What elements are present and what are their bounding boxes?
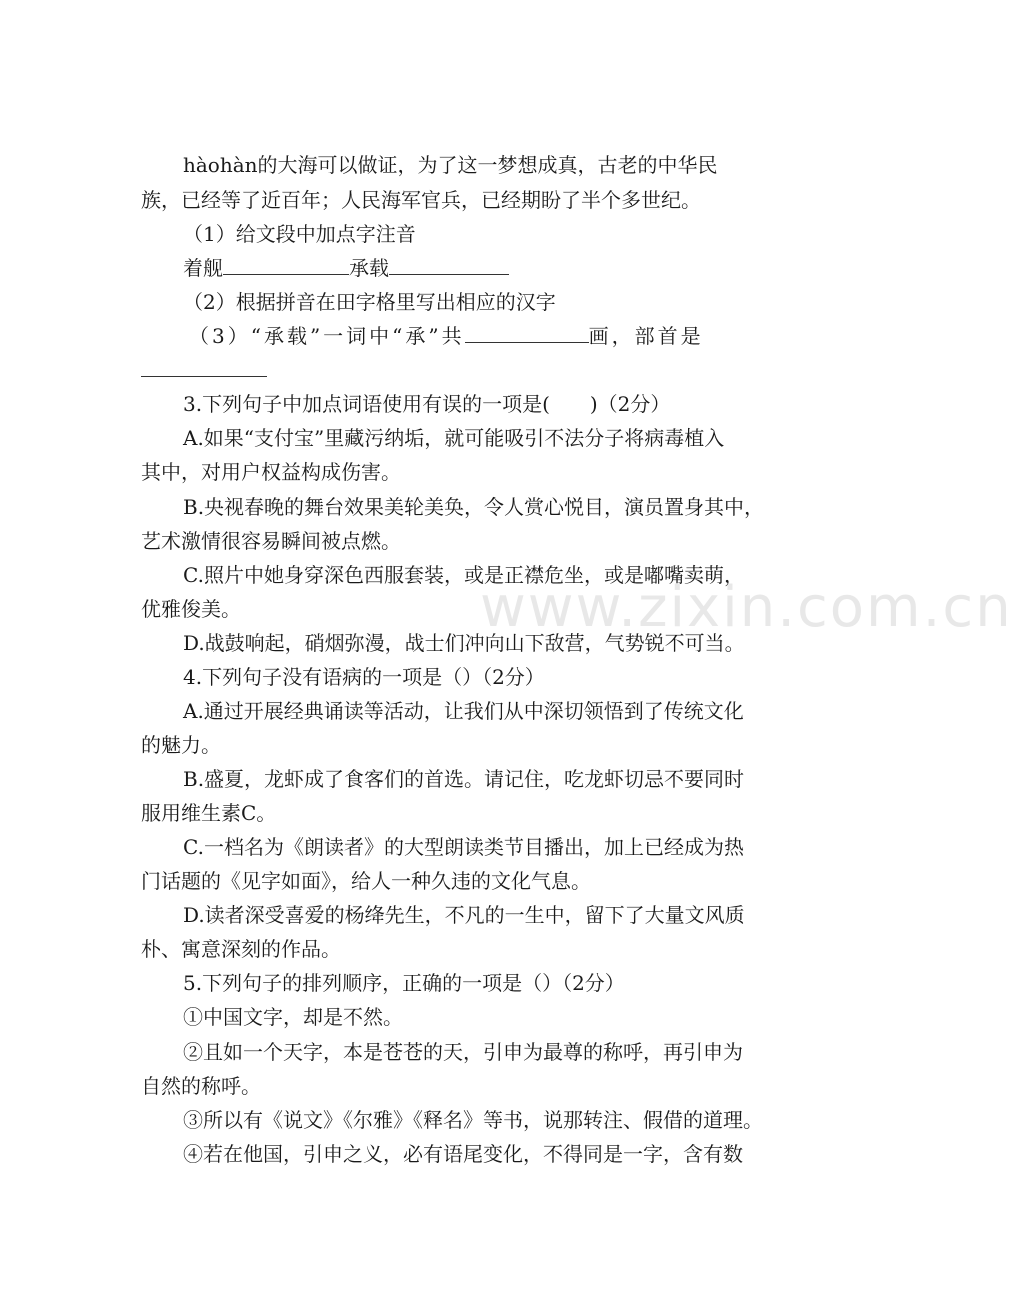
option-text: B.央视春晚的舞台效果美轮美奂，令人赏心悦目，演员置身其中， bbox=[183, 495, 765, 519]
subquestion-1 bbox=[183, 221, 823, 247]
q3-option-a bbox=[183, 425, 823, 451]
subquestion-2 bbox=[183, 289, 823, 315]
sentence-text: ④若在他国，引申之义，必有语尾变化，不得同是一字，含有数 bbox=[183, 1142, 743, 1166]
option-text: D.读者深受喜爱的杨绛先生，不凡的一生中，留下了大量文风质 bbox=[183, 903, 745, 927]
question-text: 5.下列句子的排列顺序，正确的一项是（）（2分） bbox=[183, 971, 625, 995]
passage-text: 族，已经等了近百年；人民海军官兵，已经期盼了半个多世纪。 bbox=[141, 188, 701, 212]
q3-option-a-cont bbox=[141, 459, 781, 485]
q5-sentence-2-cont bbox=[141, 1073, 781, 1099]
passage-line-2 bbox=[141, 187, 781, 213]
answer-blank[interactable] bbox=[223, 256, 349, 275]
question-4-stem bbox=[183, 664, 823, 690]
passage-line-1 bbox=[183, 152, 823, 178]
answer-blank[interactable] bbox=[141, 358, 267, 377]
option-text: 艺术激情很容易瞬间被点燃。 bbox=[141, 529, 401, 553]
subquestion-text: （2）根据拼音在田字格里写出相应的汉字 bbox=[183, 290, 556, 314]
option-text: 朴、寓意深刻的作品。 bbox=[141, 937, 341, 961]
q3-option-b-cont bbox=[141, 528, 781, 554]
q5-sentence-3 bbox=[183, 1107, 823, 1133]
q4-option-b-cont bbox=[141, 800, 781, 826]
passage-text: hàohàn的大海可以做证，为了这一梦想成真，古老的中华民 bbox=[183, 153, 718, 177]
question-text: 4.下列句子没有语病的一项是（）（2分） bbox=[183, 665, 545, 689]
question-3-stem bbox=[183, 391, 823, 417]
option-text: A.通过开展经典诵读等活动，让我们从中深切领悟到了传统文化 bbox=[183, 699, 744, 723]
option-text: C.照片中她身穿深色西服套装，或是正襟危坐，或是嘟嘴卖萌， bbox=[183, 563, 744, 587]
option-text: A.如果“支付宝”里藏污纳垢，就可能吸引不法分子将病毒植入 bbox=[183, 426, 725, 450]
pinyin-blanks-row bbox=[183, 255, 823, 281]
question-text: 3.下列句子中加点词语使用有误的一项是( )（2分） bbox=[183, 392, 671, 416]
subquestion-text: 画，部首是 bbox=[588, 324, 704, 348]
q3-option-d bbox=[183, 630, 823, 656]
option-text: B.盛夏，龙虾成了食客们的首选。请记住，吃龙虾切忌不要同时 bbox=[183, 767, 745, 791]
answer-blank[interactable] bbox=[389, 256, 509, 275]
watermark: www.zixin.com.cn bbox=[480, 575, 1013, 640]
sentence-text: ①中国文字，却是不然。 bbox=[183, 1005, 403, 1029]
q4-option-d-cont bbox=[141, 936, 781, 962]
q3-option-c-cont bbox=[141, 596, 781, 622]
option-text: 其中，对用户权益构成伤害。 bbox=[141, 460, 401, 484]
subquestion-text: （1）给文段中加点字注音 bbox=[183, 222, 416, 246]
subquestion-text: （3）“承载”一词中“承”共 bbox=[189, 324, 465, 348]
option-text: C.一档名为《朗读者》的大型朗读类节目播出，加上已经成为热 bbox=[183, 835, 744, 859]
subquestion-3 bbox=[189, 323, 829, 349]
sentence-text: ②且如一个天字，本是苍苍的天，引申为最尊的称呼，再引申为 bbox=[183, 1040, 743, 1064]
option-text: 的魅力。 bbox=[141, 733, 221, 757]
option-text: D.战鼓响起，硝烟弥漫，战士们冲向山下敌营，气势锐不可当。 bbox=[183, 631, 745, 655]
option-text: 服用维生素C。 bbox=[141, 801, 277, 825]
q5-sentence-2 bbox=[183, 1039, 823, 1065]
option-text: 优雅俊美。 bbox=[141, 597, 241, 621]
q5-sentence-4 bbox=[183, 1141, 823, 1167]
q3-option-c bbox=[183, 562, 823, 588]
sentence-text: ③所以有《说文》《尔雅》《释名》等书，说那转注、假借的道理。 bbox=[183, 1108, 763, 1132]
q3-option-b bbox=[183, 494, 823, 520]
q4-option-b bbox=[183, 766, 823, 792]
q4-option-a-cont bbox=[141, 732, 781, 758]
q5-sentence-1 bbox=[183, 1004, 823, 1030]
word-label: 着舰 bbox=[183, 256, 223, 280]
question-5-stem bbox=[183, 970, 823, 996]
q4-option-c-cont bbox=[141, 868, 781, 894]
q4-option-a bbox=[183, 698, 823, 724]
q4-option-d bbox=[183, 902, 823, 928]
q4-option-c bbox=[183, 834, 823, 860]
word-label: 承载 bbox=[349, 256, 389, 280]
answer-blank[interactable] bbox=[465, 324, 589, 343]
sentence-text: 自然的称呼。 bbox=[141, 1074, 261, 1098]
option-text: 门话题的《见字如面》，给人一种久违的文化气息。 bbox=[141, 869, 591, 893]
blank-line bbox=[141, 357, 781, 383]
